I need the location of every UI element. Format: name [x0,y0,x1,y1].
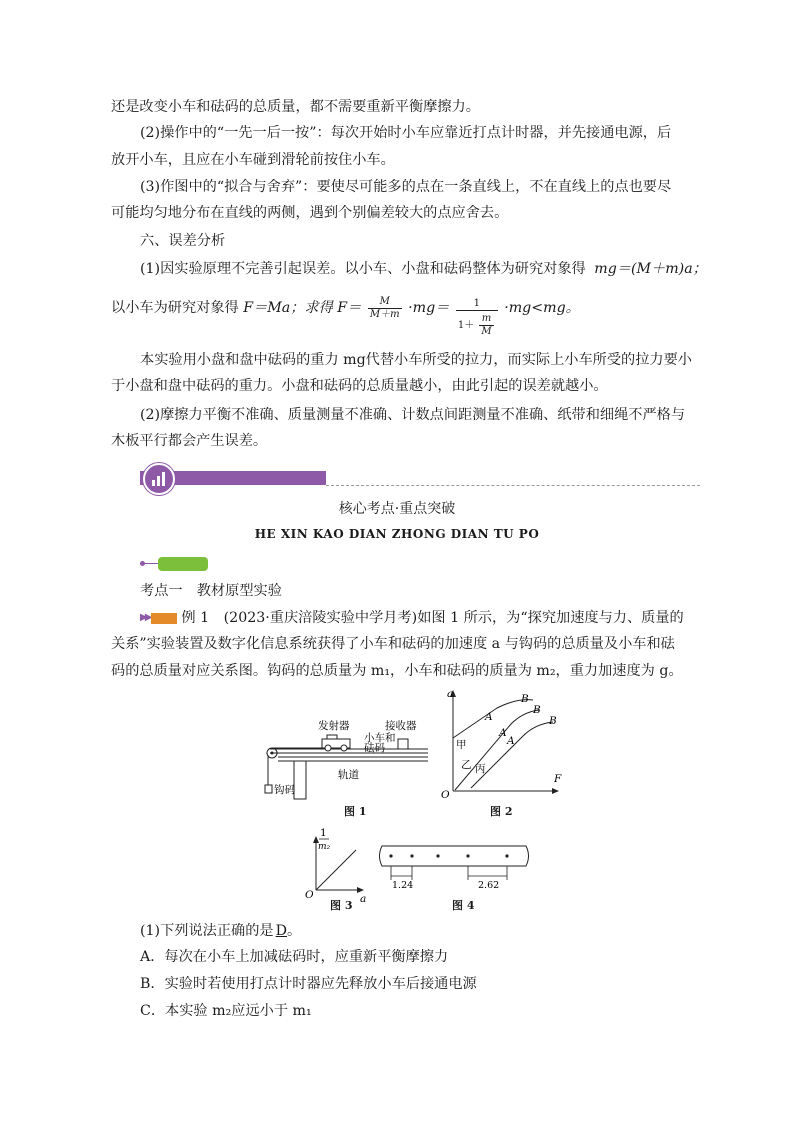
text-line: 木板平行都会产生误差。 [111,433,268,449]
inner-fraction [479,313,493,338]
play-arrow-icon: ▶▶ [140,612,150,623]
option-a: A．每次在小车上加减砝码时，应重新平衡摩擦力 [140,949,449,965]
figure-4-caption: 图 4 [452,899,475,912]
cart-label-2: 砝码 [364,742,385,754]
y-num: 1 [320,827,327,839]
distance-label: 1.24 [392,880,414,891]
formula: ·mg＝ [408,300,450,316]
text: 以小车为研究对象得 [111,300,239,316]
x-axis-label: a [360,893,367,905]
point-label-B: B [549,715,557,727]
fraction [368,296,402,321]
example-label: 例 1 [181,610,210,626]
text-line: 于小盘和盘中砝码的重力。小盘和砝码的总质量越小，由此引起的误差就越小。 [111,378,608,394]
text-line [140,259,707,279]
answer: D [275,923,287,939]
numerator: M [379,295,390,307]
figure-1-caption: 图 1 [344,805,367,818]
formula: mg＝(M＋m)a； [594,261,707,277]
x-axis-label: F [554,773,562,785]
y-den: m₂ [318,842,331,852]
example-line [140,608,684,628]
banner-title: 核心考点·重点突破 [338,501,456,517]
question-line [140,921,301,941]
question-text: (1)下列说法正确的是 [140,923,274,939]
text-line: (2)摩擦力平衡不准确、质量测量不准确、计数点间距测量不准确、纸带和细绳不严格与 [140,407,686,423]
denominator [456,310,498,338]
point-label-A: A [485,711,493,723]
denominator: M＋m [369,308,400,320]
curve-label-bing: 丙 [475,763,486,775]
example-text: (2023·重庆涪陵实验中学月考)如图 1 所示，为“探究加速度与力、质量的 [223,610,684,626]
receiver-label: 接收器 [385,720,417,732]
text-line: 可能均匀地分布在直线的两侧，遇到个别偏差较大的点应舍去。 [111,205,509,221]
question-end: 。 [286,923,302,939]
fraction [456,298,498,338]
formula: ·mg<mg。 [504,300,580,316]
origin-label: O [441,789,450,801]
option-c: C．本实验 m₂应远小于 m₁ [140,1003,312,1019]
numerator: 1 [473,298,480,309]
cart-label: 小车和 [364,732,396,744]
option-b: B．实验时若使用打点计时器应先释放小车后接通电源 [140,976,477,992]
banner-dashed-line [326,485,700,486]
formula: F＝Ma；求得 F＝ [243,300,362,316]
text-line: 本实验用小盘和盘中砝码的重力 mg代替小车所受的拉力，而实际上小车所受的拉力要小 [140,352,692,368]
y-axis-label: a [447,688,454,700]
figure-2 [437,688,587,801]
figure-3-caption: 图 3 [330,899,353,912]
chart-badge-icon [143,463,175,495]
text-line: (2)操作中的“一先一后一按”：每次开始时小车应靠近打点计时器，并先接通电源，后 [140,125,672,141]
distance-label: 2.62 [478,880,500,891]
figure-2-caption: 图 2 [490,805,513,818]
point-label-A: A [507,735,515,747]
text-line: 还是改变小车和砝码的总质量，都不需要重新平衡摩擦力。 [111,99,480,115]
point-label-A: A [499,727,507,739]
section-banner [140,466,700,490]
text-line: 码的总质量对应关系图。钩码的总质量为 m₁，小车和砝码的质量为 m₂，重力加速度为 g。 [111,663,683,679]
point-label-B: B [533,704,541,716]
curve-label-jia: 甲 [456,739,467,751]
green-tag [140,557,208,571]
formula-line [111,288,580,337]
text-line: 放开小车，且应在小车碰到滑轮前按住小车。 [111,152,395,168]
curve-label-yi: 乙 [461,759,472,771]
denominator: M [481,326,492,337]
text-line: (3)作图中的“拟合与舍弃”：要使尽可能多的点在一条直线上，不在直线上的点也要尽 [140,179,672,195]
error-text: (1)因实验原理不完善引起误差。以小车、小盘和砝码整体为研究对象得 [140,261,586,277]
label-box [151,613,177,624]
track-label: 轨道 [338,769,359,781]
section-heading: 六、误差分析 [140,233,226,249]
hook-label: 钩码 [274,784,295,796]
banner-pinyin: HE XIN KAO DIAN ZHONG DIAN TU PO [254,527,540,541]
den-prefix: 1＋ [457,320,475,331]
kaodian-title: 考点一 教材原型实验 [140,583,282,599]
origin-label: O [305,889,314,901]
numerator: m [481,313,492,324]
emitter-label: 发射器 [318,720,350,732]
text-line: 关系”实验装置及数字化信息系统获得了小车和砝码的加速度 a 与钩码的总质量及小车和砝 [111,636,675,652]
point-label-B: B [521,693,529,705]
figure-3 [302,827,372,905]
figure-4 [376,842,536,892]
